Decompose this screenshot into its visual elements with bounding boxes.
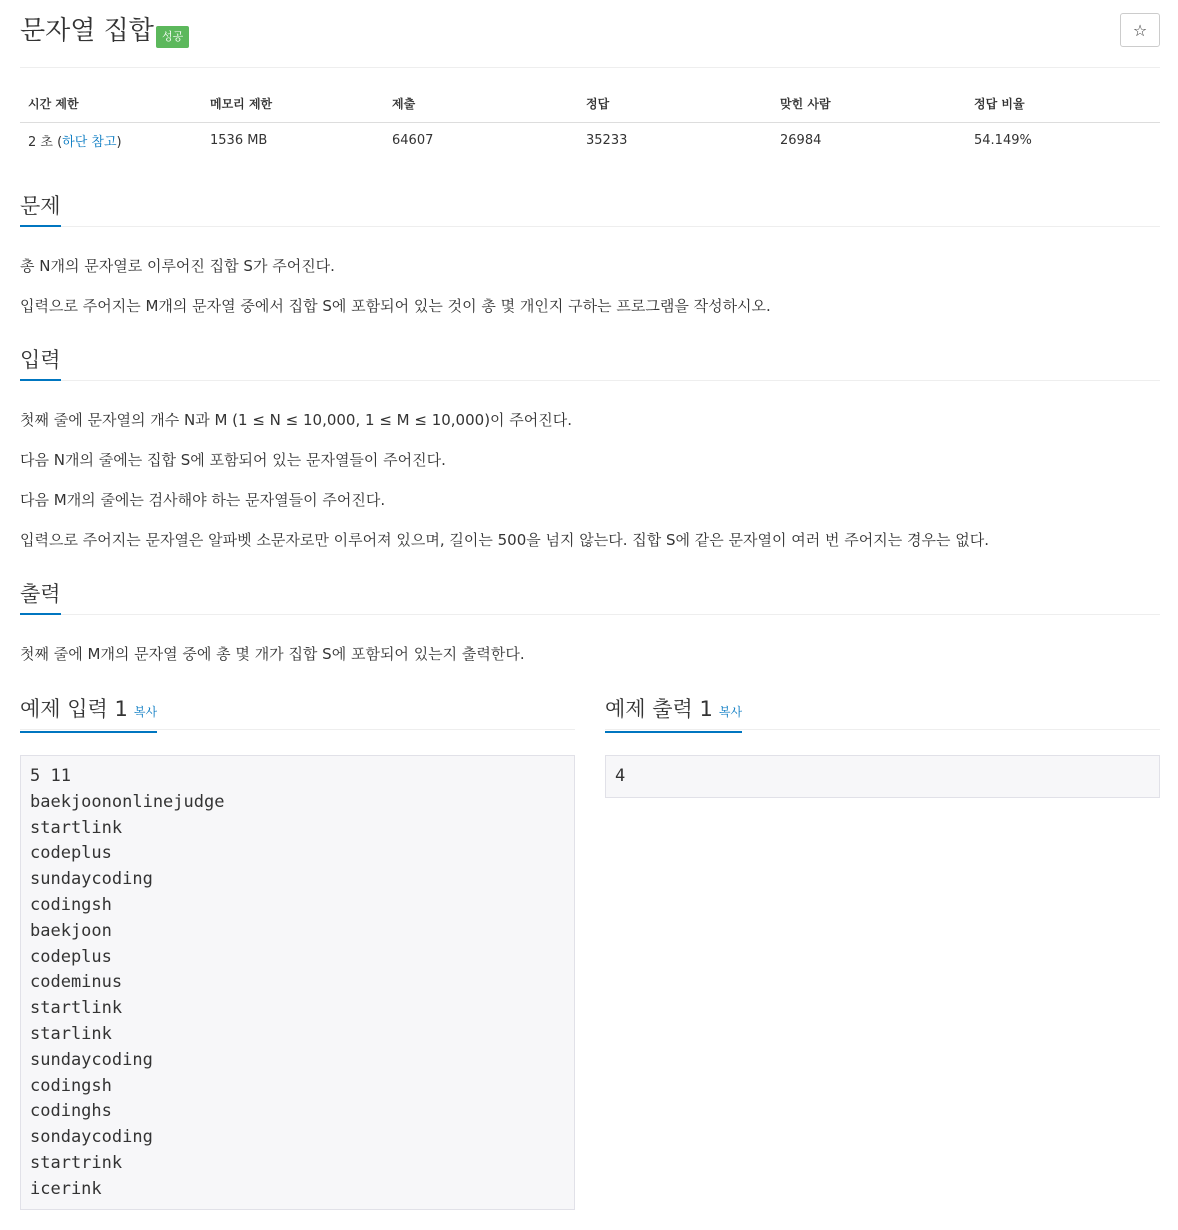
sample-input-block[interactable]: 5 11 baekjoononlinejudge startlink codeplus sundaycoding codingsh baekjoon codeplus codeminus startlink starlink sundaycoding codingsh codinghs sondaycoding startrink icerink [20, 755, 575, 1210]
problem-section-header [20, 191, 1160, 227]
time-limit-note-link[interactable]: 하단 참고 [62, 134, 117, 150]
time-limit-cell [20, 122, 202, 158]
star-icon: ☆ [1132, 20, 1148, 40]
accept-ratio-value: 54.149% [974, 132, 1032, 148]
time-limit-close: ) [116, 134, 122, 150]
submissions-value: 64607 [392, 132, 434, 148]
sample-input-copy-button[interactable]: 복사 [133, 705, 158, 719]
sample-output-heading: 예제 출력 1 [605, 697, 713, 721]
input-heading: 입력 [20, 345, 61, 381]
header-solved-users: 맞힌 사람 [772, 86, 966, 122]
sample-input-heading: 예제 입력 1 [20, 697, 128, 721]
problem-info-table [20, 86, 1160, 158]
status-badge: 성공 [156, 26, 189, 48]
header-accepted: 정답 [578, 86, 772, 122]
favorite-button[interactable] [1120, 13, 1160, 47]
input-paragraph: 입력으로 주어지는 문자열은 알파벳 소문자로만 이루어져 있으며, 길이는 500을 넘지 않는다. 집합 S에 같은 문자열이 여러 번 주어지는 경우는 없다. [20, 531, 989, 549]
input-paragraph: 다음 N개의 줄에는 집합 S에 포함되어 있는 문자열들이 주어진다. [20, 451, 446, 469]
input-paragraph: 첫째 줄에 문자열의 개수 N과 M (1 ≤ N ≤ 10,000, 1 ≤ M ≤ 10,000)이 주어진다. [20, 411, 573, 429]
sample-input-heading-wrap [20, 694, 157, 733]
input-paragraph: 다음 M개의 줄에는 검사해야 하는 문자열들이 주어진다. [20, 491, 386, 509]
problem-paragraph: 입력으로 주어지는 M개의 문자열 중에서 집합 S에 포함되어 있는 것이 총 몇 개인지 구하는 프로그램을 작성하시오. [20, 297, 771, 315]
info-header-row [20, 86, 1160, 122]
page-title [20, 14, 154, 48]
accepted-value: 35233 [586, 132, 628, 148]
header-memory-limit: 메모리 제한 [202, 86, 384, 122]
header-accept-ratio: 정답 비율 [966, 86, 1160, 122]
output-paragraph: 첫째 줄에 M개의 문자열 중에 총 몇 개가 집합 S에 포함되어 있는지 출력한다. [20, 645, 525, 663]
input-section-header [20, 345, 1160, 381]
sample-output-header [605, 694, 1160, 730]
problem-title: 문자열 집합 [20, 16, 154, 46]
solved-users-value: 26984 [780, 132, 822, 148]
memory-limit-value: 1536 MB [210, 132, 268, 148]
problem-header [20, 0, 1160, 68]
sample-output-copy-button[interactable]: 복사 [718, 705, 743, 719]
problem-paragraph: 총 N개의 문자열로 이루어진 집합 S가 주어진다. [20, 257, 335, 275]
output-section-header [20, 579, 1160, 615]
sample-output-block[interactable]: 4 [605, 755, 1160, 798]
sample-output-heading-wrap [605, 694, 742, 733]
problem-heading: 문제 [20, 191, 61, 227]
header-time-limit: 시간 제한 [20, 86, 202, 122]
header-submissions: 제출 [384, 86, 578, 122]
info-value-row [20, 122, 1160, 158]
output-heading: 출력 [20, 579, 61, 615]
time-limit-value: 2 초 ( [28, 134, 63, 150]
sample-input-header [20, 694, 575, 730]
